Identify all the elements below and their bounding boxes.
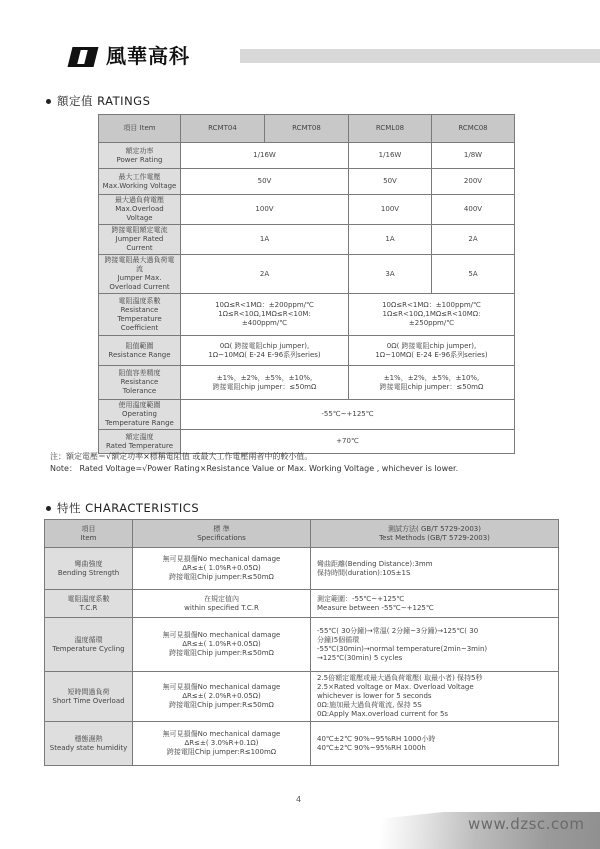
value-cell: 0Ω( 跨接電阻chip jumper), 1Ω~10MΩ( E-24 E-96系列series): [181, 336, 349, 366]
characteristics-title: 特性 CHARACTERISTICS: [46, 500, 199, 516]
ratings-header-rcmc08: RCMC08: [432, 115, 515, 143]
row-label: 最大工作電壓 Max.Working Voltage: [99, 169, 181, 195]
row-label: 阻值範圍 Resistance Range: [99, 336, 181, 366]
spec-cell: 無可見損傷No mechanical damage ΔR≤±( 2.0%R+0.05Ω) 跨接電阻Chip jumper:R≤50mΩ: [133, 672, 311, 722]
value-cell: 1A: [349, 225, 432, 255]
row-label: 彎曲強度 Bending Strength: [45, 548, 133, 590]
ratings-header-row: [99, 115, 515, 143]
value-cell: +70℃: [181, 430, 515, 454]
table-row: [45, 548, 559, 590]
table-row: [99, 400, 515, 430]
value-cell: 1/16W: [349, 143, 432, 169]
value-cell: 400V: [432, 195, 515, 225]
table-row: [99, 225, 515, 255]
method-cell: -55℃( 30分鐘)→常溫( 2分鐘~3分鐘)→125℃( 30 分鐘)5個循環 -55℃(30min)→normal temperature(2min~3min) →125℃(30min) 5 cycles: [311, 618, 559, 672]
table-row: [45, 672, 559, 722]
characteristics-table: [44, 519, 559, 766]
value-cell: 1/8W: [432, 143, 515, 169]
table-row: [99, 143, 515, 169]
ratings-title: 額定值 RATINGS: [46, 93, 150, 109]
method-cell: 測定範圍：-55℃~+125℃ Measure between -55℃~+125℃: [311, 590, 559, 618]
value-cell: -55℃~+125℃: [181, 400, 515, 430]
bullet-icon: [46, 506, 51, 511]
ratings-header-rcmt04: RCMT04: [181, 115, 265, 143]
value-cell: 10Ω≤R<1MΩ：±200ppm/℃ 1Ω≤R<10Ω,1MΩ≤R<10M: ±400ppm/℃: [181, 294, 349, 336]
ratings-note-en: Note： Rated Voltage=√Power Rating×Resistance Value or Max. Working Voltage , whichever is lower.: [50, 464, 459, 473]
method-cell: 彎曲距離(Bending Distance):3mm 保持時間(duration):10S±1S: [311, 548, 559, 590]
spec-cell: 無可見損傷No mechanical damage ΔR≤±( 3.0%R+0.1Ω) 跨接電阻Chip jumper:R≤100mΩ: [133, 722, 311, 766]
row-label: 跨接電阻額定電流 Jumper Rated Current: [99, 225, 181, 255]
row-label: 阻值容差精度 Resistance Tolerance: [99, 366, 181, 400]
row-label: 溫度循環 Temperature Cycling: [45, 618, 133, 672]
row-label: 穩態濕熱 Steady state humidity: [45, 722, 133, 766]
row-label: 短時間過負荷 Short Time Overload: [45, 672, 133, 722]
table-row: [99, 336, 515, 366]
ratings-table: [98, 114, 515, 454]
value-cell: 2A: [432, 225, 515, 255]
watermark: www.dzsc.com: [468, 815, 585, 833]
value-cell: 5A: [432, 255, 515, 294]
ratings-note-cn: 注：額定電壓＝√額定功率×標稱電阻值 或最大工作電壓兩者中的較小值。: [50, 452, 313, 461]
company-logo-icon: [68, 47, 99, 67]
spec-cell: 無可見損傷No mechanical damage ΔR≤±( 1.0%R+0.05Ω) 跨接電阻Chip jumper:R≤50mΩ: [133, 548, 311, 590]
ratings-header-rcml08: RCML08: [349, 115, 432, 143]
chars-header-method: 測試方法( GB/T 5729-2003) Test Methods (GB/T 5729-2003): [311, 520, 559, 548]
table-row: [99, 366, 515, 400]
row-label: 額定功率 Power Rating: [99, 143, 181, 169]
value-cell: 1/16W: [181, 143, 349, 169]
value-cell: 50V: [349, 169, 432, 195]
table-row: [45, 590, 559, 618]
spec-cell: 無可見損傷No mechanical damage ΔR≤±( 1.0%R+0.05Ω) 跨接電阻Chip jumper:R≤50mΩ: [133, 618, 311, 672]
method-cell: 2.5倍額定電壓或最大過負荷電壓( 取最小者) 保持5秒 2.5×Rated voltage or Max. Overload Voltage whichever is lower for 5 seconds 0Ω:施加最大過負荷電流, 保持 5S 0Ω:Apply Max.overload current for 5s: [311, 672, 559, 722]
header-rule: [240, 49, 600, 63]
table-row: [45, 722, 559, 766]
value-cell: 2A: [181, 255, 349, 294]
row-label: 最大過負荷電壓 Max.Overload Voltage: [99, 195, 181, 225]
row-label: 使用溫度範圍 Operating Temperature Range: [99, 400, 181, 430]
value-cell: 0Ω( 跨接電阻chip jumper), 1Ω~10MΩ( E-24 E-96系列series): [349, 336, 515, 366]
method-cell: 40℃±2℃ 90%~95%RH 1000小時 40℃±2℃ 90%~95%RH 1000h: [311, 722, 559, 766]
company-name: 風華高科: [106, 44, 190, 68]
bullet-icon: [46, 99, 51, 104]
value-cell: 1A: [181, 225, 349, 255]
table-row: [45, 618, 559, 672]
value-cell: 50V: [181, 169, 349, 195]
ratings-header-item: 項目 Item: [99, 115, 181, 143]
value-cell: 100V: [181, 195, 349, 225]
value-cell: 200V: [432, 169, 515, 195]
value-cell: 10Ω≤R<1MΩ：±100ppm/℃ 1Ω≤R<10Ω,1MΩ≤R<10MΩ: ±250ppm/℃: [349, 294, 515, 336]
value-cell: 100V: [349, 195, 432, 225]
spec-cell: 在規定值內 within specified T.C.R: [133, 590, 311, 618]
value-cell: ±1%，±2%，±5%，±10%, 跨接電阻chip jumper：≤50mΩ: [349, 366, 515, 400]
value-cell: 3A: [349, 255, 432, 294]
table-row: [99, 255, 515, 294]
table-row: [99, 169, 515, 195]
chars-header-spec: 標 準 Specifications: [133, 520, 311, 548]
row-label: 額定溫度 Rated Temperature: [99, 430, 181, 454]
value-cell: ±1%，±2%，±5%，±10%, 跨接電阻chip jumper：≤50mΩ: [181, 366, 349, 400]
table-row: [99, 294, 515, 336]
table-row: [99, 195, 515, 225]
row-label: 跨接電阻最大過負荷電流 Jumper Max. Overload Current: [99, 255, 181, 294]
row-label: 電阻溫度系數 Resistance Temperature Coefficient: [99, 294, 181, 336]
characteristics-header-row: [45, 520, 559, 548]
chars-header-item: 項目 Item: [45, 520, 133, 548]
row-label: 電阻溫度系數 T.C.R: [45, 590, 133, 618]
page-number: 4: [296, 795, 302, 804]
ratings-header-rcmt08: RCMT08: [265, 115, 349, 143]
table-row: [99, 430, 515, 454]
header-logo: [70, 45, 556, 67]
